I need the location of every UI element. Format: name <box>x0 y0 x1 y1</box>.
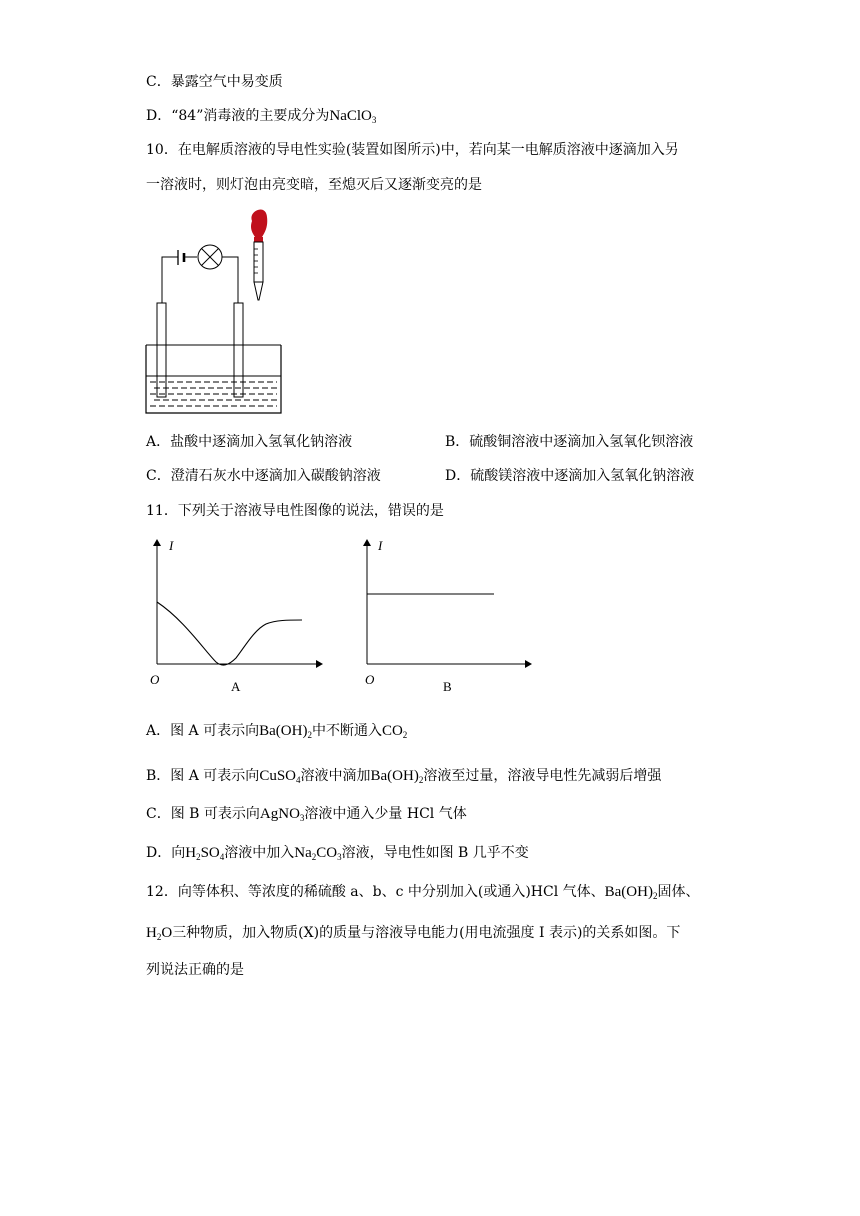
q10-option-c: C．澄清石灰水中逐滴加入碳酸钠溶液 <box>146 468 381 484</box>
q11-option-d: D．向$H_2SO_4$溶液中加入$Na_2CO_3$溶液，导电性如图 B 几乎不变 <box>146 845 529 862</box>
q10-option-b: B．硫酸铜溶液中逐滴加入氢氧化钡溶液 <box>445 434 694 450</box>
q12-stem-line1: 12．向等体积、等浓度的稀硫酸 a、b、c 中分别加入(或通入)HCl 气体、$Ba(OH)_2$固体、 <box>146 884 700 901</box>
graph-a-curve <box>157 602 302 665</box>
graph-b-origin: O <box>365 672 375 687</box>
q9-option-d <box>146 106 376 126</box>
q9-option-d-formula: NaClO$_3$ <box>329 108 377 125</box>
graph-a-caption: A <box>231 679 241 694</box>
q10-option-d: D．硫酸镁溶液中逐滴加入氢氧化钠溶液 <box>445 468 695 484</box>
q9-option-c: C．暴露空气中易变质 <box>146 74 283 90</box>
formula-ba-oh-2: $Ba(OH)_2$ <box>604 884 658 901</box>
graph-a-y-label: I <box>169 538 174 553</box>
graph-a-origin: O <box>150 672 160 687</box>
graph-b <box>356 532 546 702</box>
q12-stem-line2: $H_2O$三种物质，加入物质(X)的质量与溶液导电能力(用电流强度 I 表示)的关系如图。下 <box>146 925 681 942</box>
formula-h2so4: $H_2SO_4$ <box>185 845 225 862</box>
q9-option-d-text: D．“84”消毒液的主要成分为 <box>146 108 330 124</box>
formula-ba-oh-2: $Ba(OH)_2$ <box>259 723 312 740</box>
graph-b-y-label: I <box>378 538 383 553</box>
q10-stem-line1: 10．在电解质溶液的导电性实验(装置如图所示)中，若向某一电解质溶液中逐滴加入另 <box>146 142 679 158</box>
q10-stem-line2: 一溶液时，则灯泡由亮变暗，至熄灭后又逐渐变亮的是 <box>146 177 482 193</box>
q11-option-c: C．图 B 可表示向AgNO$_3$溶液中通入少量 HCl 气体 <box>146 806 467 823</box>
conductivity-apparatus-figure <box>140 205 290 417</box>
q11-option-b: B．图 A 可表示向CuSO$_4$溶液中滴加$Ba(OH)_2$溶液至过量，溶液导电性先减弱后增强 <box>146 768 662 785</box>
q10-option-a: A．盐酸中逐滴加入氢氧化钠溶液 <box>146 434 353 450</box>
graph-b-caption: B <box>443 679 452 694</box>
formula-ba-oh-2: $Ba(OH)_2$ <box>370 768 424 785</box>
formula-cuso4: CuSO$_4$ <box>259 768 301 785</box>
formula-co2: $CO_2$ <box>381 723 408 740</box>
dropper-icon <box>251 209 267 300</box>
formula-agno3: AgNO$_3$ <box>259 806 305 823</box>
right-electrode <box>234 303 243 397</box>
q11-option-a: A．图 A 可表示向$Ba(OH)_2$中不断通入$CO_2$ <box>146 723 408 740</box>
formula-na2co3: $Na_2CO_3$ <box>294 845 342 862</box>
q12-stem-line3: 列说法正确的是 <box>146 962 244 978</box>
formula-h2o: $H_2O$ <box>146 925 173 942</box>
left-electrode <box>157 303 166 397</box>
q11-stem: 11．下列关于溶液导电性图像的说法，错误的是 <box>146 503 444 519</box>
graph-a <box>144 532 334 702</box>
